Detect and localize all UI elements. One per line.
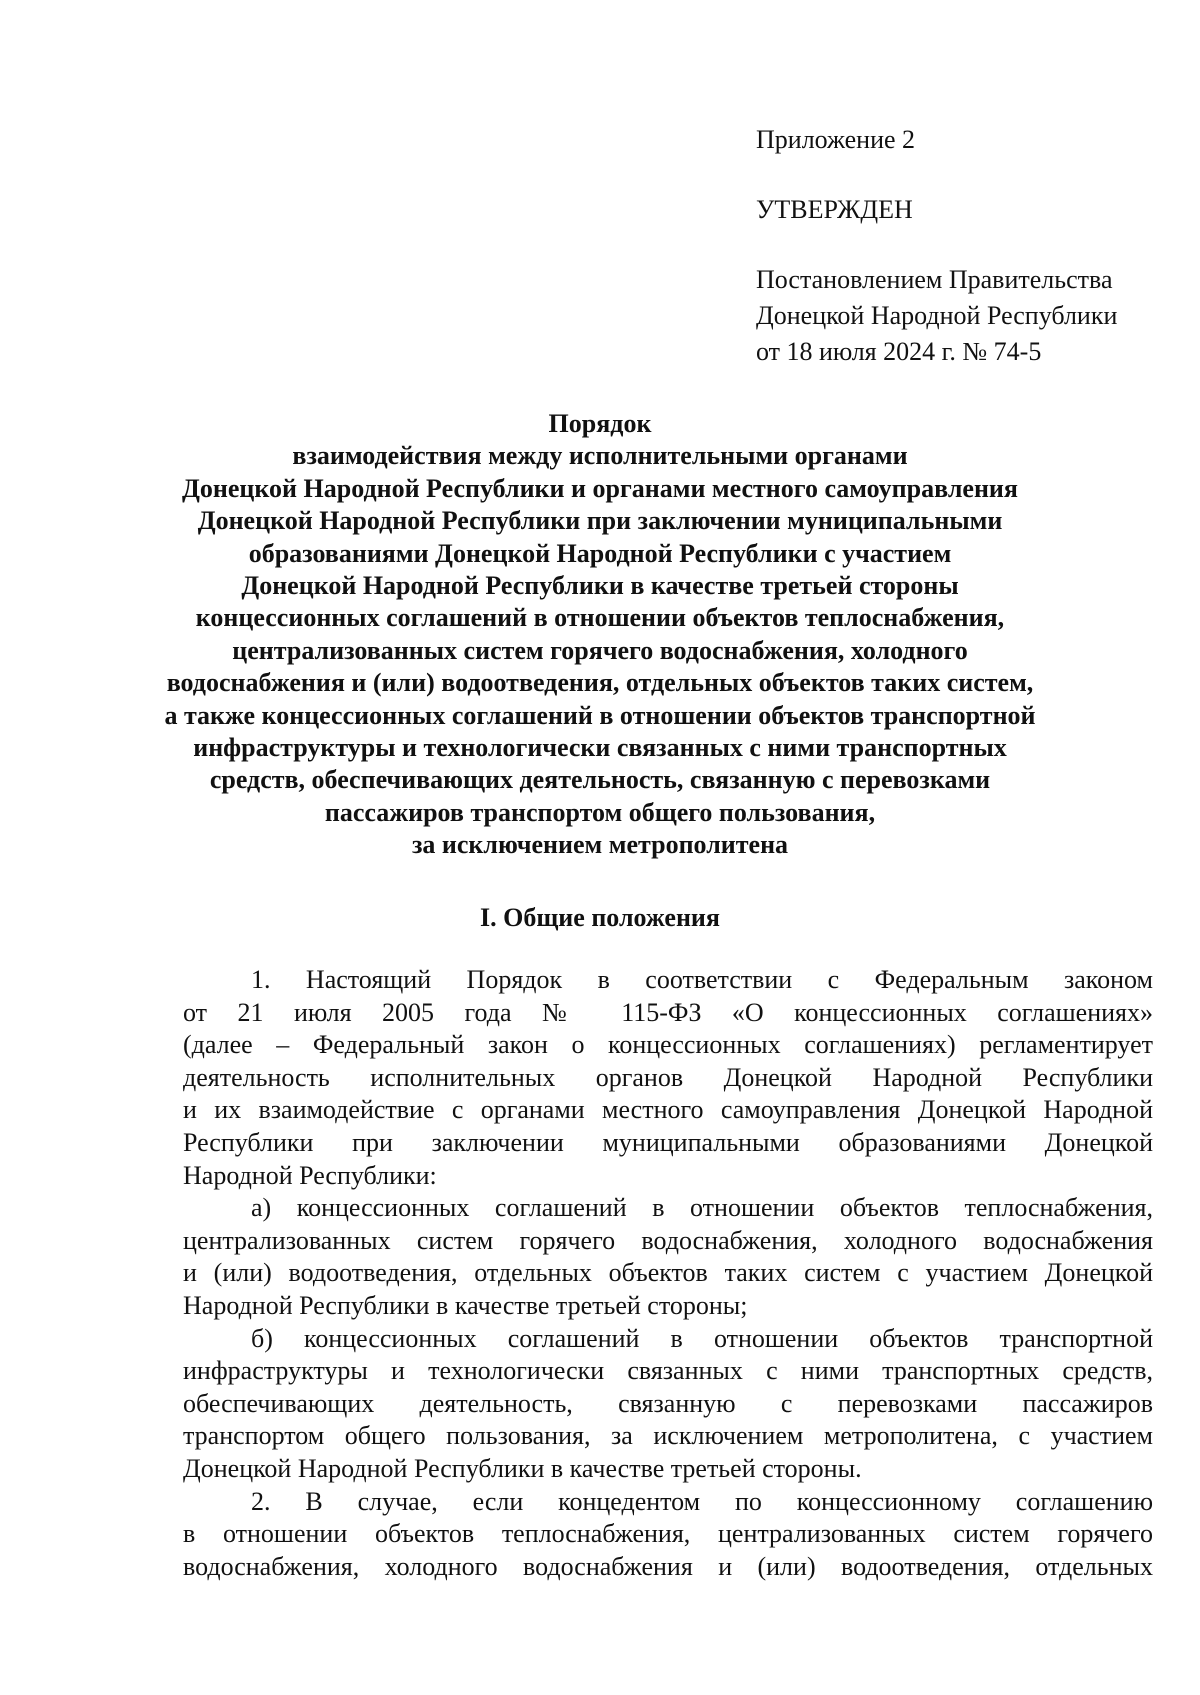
paragraph-line: водоснабжения, холодного водоснабжения и (или) водоотведения, отдельных — [183, 1551, 1153, 1581]
paragraph-line: транспортом общего пользования, за исключением метрополитена, с участием — [183, 1421, 1153, 1451]
paragraph-line: а) концессионных соглашений в отношении объектов теплоснабжения, — [251, 1193, 1153, 1223]
document-title — [130, 408, 1070, 862]
appendix-label: Приложение 2 — [756, 125, 916, 154]
title-line: взаимодействия между исполнительными органами — [292, 441, 908, 471]
title-line: а также концессионных соглашений в отношении объектов транспортной — [164, 700, 1036, 730]
title-line: Донецкой Народной Республики при заключении муниципальными — [197, 506, 1003, 536]
paragraph-line: централизованных систем горячего водоснабжения, холодного водоснабжения — [183, 1225, 1153, 1255]
paragraph-line: в отношении объектов теплоснабжения, централизованных систем горячего — [183, 1519, 1153, 1549]
title-line: водоснабжения и (или) водоотведения, отдельных объектов таких систем, — [166, 668, 1034, 698]
approval-stamp — [756, 122, 1117, 370]
paragraph-line: обеспечивающих деятельность, связанную с перевозками пассажиров — [183, 1388, 1153, 1418]
decree-line: Донецкой Народной Республики — [756, 301, 1118, 330]
section-heading: I. Общие положения — [480, 903, 720, 932]
paragraph-line: и их взаимодействие с органами местного самоуправления Донецкой Народной — [183, 1095, 1153, 1125]
title-line: за исключением метрополитена — [411, 830, 789, 860]
title-line: концессионных соглашений в отношении объектов теплоснабжения, — [195, 603, 1005, 633]
paragraph-line: Донецкой Народной Республики в качестве третьей стороны. — [183, 1453, 862, 1483]
title-line: Донецкой Народной Республики и органами местного самоуправления — [182, 473, 1018, 503]
paragraph-line: 2. В случае, если концедентом по концессионному соглашению — [251, 1486, 1153, 1516]
paragraph-line: деятельность исполнительных органов Донецкой Народной Республики — [183, 1062, 1153, 1092]
title-line: образованиями Донецкой Народной Республики с участием — [248, 538, 952, 568]
approved-label: УТВЕРЖДЕН — [756, 195, 913, 224]
paragraph-line: от 21 июля 2005 года № 115-ФЗ «О концессионных соглашениях» — [183, 997, 1153, 1027]
title-line: централизованных систем горячего водоснабжения, холодного — [232, 635, 968, 665]
title-line: средств, обеспечивающих деятельность, связанную с перевозками — [209, 765, 991, 795]
paragraph-line: 1. Настоящий Порядок в соответствии с Федеральным законом — [251, 965, 1153, 994]
decree-line: от 18 июля 2024 г. № 74-5 — [756, 337, 1042, 366]
decree-line: Постановлением Правительства — [756, 265, 1113, 294]
paragraph-line: Народной Республики в качестве третьей стороны; — [183, 1290, 748, 1320]
title-line: инфраструктуры и технологически связанных с ними транспортных — [193, 733, 1007, 763]
paragraph-line: (далее – Федеральный закон о концессионных соглашениях) регламентирует — [183, 1030, 1153, 1060]
paragraph-line: Республики при заключении муниципальными образованиями Донецкой — [183, 1127, 1153, 1157]
title-line: Порядок — [548, 409, 652, 438]
paragraph-line: и (или) водоотведения, отдельных объектов таких систем с участием Донецкой — [183, 1258, 1153, 1288]
paragraph-line: б) концессионных соглашений в отношении объектов транспортной — [251, 1323, 1153, 1353]
title-line: Донецкой Народной Республики в качестве третьей стороны — [241, 571, 959, 601]
paragraph-line: инфраструктуры и технологически связанных с ними транспортных средств, — [183, 1356, 1153, 1386]
body-text — [183, 964, 1153, 1583]
paragraph-line: Народной Республики: — [183, 1160, 437, 1190]
title-line: пассажиров транспортом общего пользования, — [324, 797, 876, 827]
